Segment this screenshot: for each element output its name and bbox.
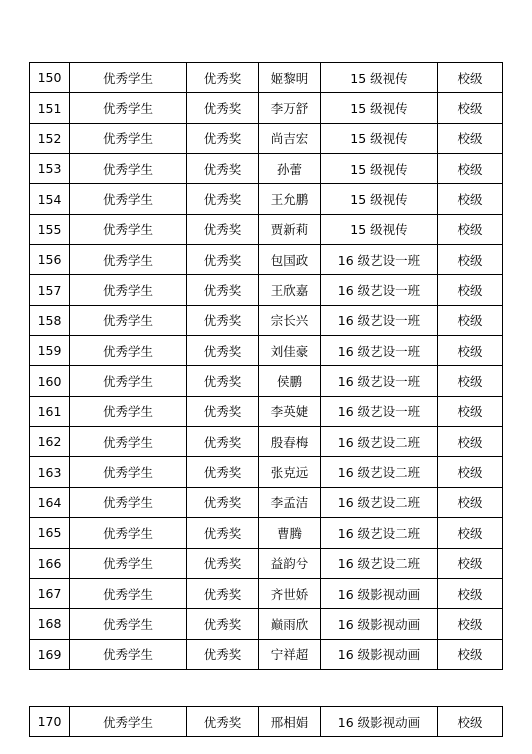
award-cell: 优秀奖 bbox=[187, 63, 259, 93]
award-cell: 优秀奖 bbox=[187, 154, 259, 184]
class-cell: 15 级视传 bbox=[321, 63, 438, 93]
class-cell: 16 级影视动画 bbox=[321, 609, 438, 639]
class-cell: 16 级艺设二班 bbox=[321, 548, 438, 578]
class-cell: 16 级艺设一班 bbox=[321, 366, 438, 396]
class-cell: 16 级艺设一班 bbox=[321, 336, 438, 366]
student-name-cell: 殷春梅 bbox=[259, 427, 321, 457]
level-cell: 校级 bbox=[438, 245, 503, 275]
class-cell: 16 级艺设一班 bbox=[321, 396, 438, 426]
category-cell: 优秀学生 bbox=[70, 518, 187, 548]
award-cell: 优秀奖 bbox=[187, 707, 259, 737]
table-row bbox=[30, 214, 503, 244]
table-row bbox=[30, 609, 503, 639]
student-name-cell: 尚吉宏 bbox=[259, 123, 321, 153]
category-cell: 优秀学生 bbox=[70, 427, 187, 457]
award-cell: 优秀奖 bbox=[187, 184, 259, 214]
class-cell: 15 级视传 bbox=[321, 184, 438, 214]
student-name-cell: 李英婕 bbox=[259, 396, 321, 426]
level-cell: 校级 bbox=[438, 707, 503, 737]
level-cell: 校级 bbox=[438, 366, 503, 396]
table-row bbox=[30, 245, 503, 275]
student-name-cell: 包国政 bbox=[259, 245, 321, 275]
table-row bbox=[30, 93, 503, 123]
category-cell: 优秀学生 bbox=[70, 578, 187, 608]
class-cell: 15 级视传 bbox=[321, 214, 438, 244]
category-cell: 优秀学生 bbox=[70, 123, 187, 153]
level-cell: 校级 bbox=[438, 518, 503, 548]
category-cell: 优秀学生 bbox=[70, 336, 187, 366]
level-cell: 校级 bbox=[438, 305, 503, 335]
row-number-cell: 158 bbox=[30, 305, 70, 335]
category-cell: 优秀学生 bbox=[70, 609, 187, 639]
table-row bbox=[30, 457, 503, 487]
category-cell: 优秀学生 bbox=[70, 548, 187, 578]
student-name-cell: 刘佳豪 bbox=[259, 336, 321, 366]
table-row bbox=[30, 305, 503, 335]
row-number-cell: 167 bbox=[30, 578, 70, 608]
student-name-cell: 孙蕾 bbox=[259, 154, 321, 184]
award-cell: 优秀奖 bbox=[187, 123, 259, 153]
class-cell: 16 级艺设一班 bbox=[321, 305, 438, 335]
award-cell: 优秀奖 bbox=[187, 578, 259, 608]
award-cell: 优秀奖 bbox=[187, 245, 259, 275]
level-cell: 校级 bbox=[438, 639, 503, 669]
category-cell: 优秀学生 bbox=[70, 707, 187, 737]
award-cell: 优秀奖 bbox=[187, 639, 259, 669]
table-row bbox=[30, 63, 503, 93]
class-cell: 16 级艺设二班 bbox=[321, 518, 438, 548]
award-cell: 优秀奖 bbox=[187, 93, 259, 123]
award-table-continuation-body bbox=[30, 707, 503, 737]
level-cell: 校级 bbox=[438, 184, 503, 214]
row-number-cell: 154 bbox=[30, 184, 70, 214]
table-row bbox=[30, 184, 503, 214]
row-number-cell: 150 bbox=[30, 63, 70, 93]
student-name-cell: 宁祥超 bbox=[259, 639, 321, 669]
table-row bbox=[30, 336, 503, 366]
row-number-cell: 170 bbox=[30, 707, 70, 737]
category-cell: 优秀学生 bbox=[70, 214, 187, 244]
level-cell: 校级 bbox=[438, 275, 503, 305]
category-cell: 优秀学生 bbox=[70, 154, 187, 184]
row-number-cell: 164 bbox=[30, 487, 70, 517]
level-cell: 校级 bbox=[438, 396, 503, 426]
student-name-cell: 张克远 bbox=[259, 457, 321, 487]
row-number-cell: 157 bbox=[30, 275, 70, 305]
table-row bbox=[30, 548, 503, 578]
table-row bbox=[30, 396, 503, 426]
row-number-cell: 162 bbox=[30, 427, 70, 457]
level-cell: 校级 bbox=[438, 457, 503, 487]
student-name-cell: 王允鹏 bbox=[259, 184, 321, 214]
award-cell: 优秀奖 bbox=[187, 427, 259, 457]
student-name-cell: 曹腾 bbox=[259, 518, 321, 548]
category-cell: 优秀学生 bbox=[70, 487, 187, 517]
category-cell: 优秀学生 bbox=[70, 457, 187, 487]
level-cell: 校级 bbox=[438, 63, 503, 93]
class-cell: 16 级艺设一班 bbox=[321, 245, 438, 275]
level-cell: 校级 bbox=[438, 609, 503, 639]
level-cell: 校级 bbox=[438, 548, 503, 578]
row-number-cell: 159 bbox=[30, 336, 70, 366]
student-name-cell: 李孟洁 bbox=[259, 487, 321, 517]
student-name-cell: 姬黎明 bbox=[259, 63, 321, 93]
student-name-cell: 李万舒 bbox=[259, 93, 321, 123]
row-number-cell: 163 bbox=[30, 457, 70, 487]
level-cell: 校级 bbox=[438, 214, 503, 244]
class-cell: 16 级影视动画 bbox=[321, 639, 438, 669]
table-row bbox=[30, 123, 503, 153]
table-row bbox=[30, 366, 503, 396]
award-cell: 优秀奖 bbox=[187, 275, 259, 305]
category-cell: 优秀学生 bbox=[70, 639, 187, 669]
category-cell: 优秀学生 bbox=[70, 275, 187, 305]
level-cell: 校级 bbox=[438, 123, 503, 153]
level-cell: 校级 bbox=[438, 336, 503, 366]
table-row bbox=[30, 275, 503, 305]
row-number-cell: 165 bbox=[30, 518, 70, 548]
student-name-cell: 巅雨欣 bbox=[259, 609, 321, 639]
student-name-cell: 王欣嘉 bbox=[259, 275, 321, 305]
class-cell: 16 级艺设一班 bbox=[321, 275, 438, 305]
table-row bbox=[30, 639, 503, 669]
award-cell: 优秀奖 bbox=[187, 609, 259, 639]
level-cell: 校级 bbox=[438, 427, 503, 457]
row-number-cell: 161 bbox=[30, 396, 70, 426]
award-table-body bbox=[30, 63, 503, 670]
class-cell: 16 级影视动画 bbox=[321, 707, 438, 737]
level-cell: 校级 bbox=[438, 487, 503, 517]
table-row bbox=[30, 427, 503, 457]
student-name-cell: 宗长兴 bbox=[259, 305, 321, 335]
category-cell: 优秀学生 bbox=[70, 93, 187, 123]
table-row bbox=[30, 154, 503, 184]
row-number-cell: 155 bbox=[30, 214, 70, 244]
category-cell: 优秀学生 bbox=[70, 63, 187, 93]
category-cell: 优秀学生 bbox=[70, 184, 187, 214]
table-row bbox=[30, 578, 503, 608]
category-cell: 优秀学生 bbox=[70, 245, 187, 275]
class-cell: 15 级视传 bbox=[321, 154, 438, 184]
student-name-cell: 齐世娇 bbox=[259, 578, 321, 608]
class-cell: 16 级艺设二班 bbox=[321, 457, 438, 487]
table-row bbox=[30, 487, 503, 517]
award-cell: 优秀奖 bbox=[187, 305, 259, 335]
row-number-cell: 151 bbox=[30, 93, 70, 123]
award-cell: 优秀奖 bbox=[187, 518, 259, 548]
student-name-cell: 益韵兮 bbox=[259, 548, 321, 578]
award-cell: 优秀奖 bbox=[187, 487, 259, 517]
row-number-cell: 160 bbox=[30, 366, 70, 396]
level-cell: 校级 bbox=[438, 154, 503, 184]
table-row bbox=[30, 518, 503, 548]
award-cell: 优秀奖 bbox=[187, 548, 259, 578]
table-row bbox=[30, 707, 503, 737]
award-cell: 优秀奖 bbox=[187, 336, 259, 366]
student-name-cell: 侯鹏 bbox=[259, 366, 321, 396]
award-table-continuation bbox=[29, 706, 503, 737]
class-cell: 16 级影视动画 bbox=[321, 578, 438, 608]
row-number-cell: 152 bbox=[30, 123, 70, 153]
student-name-cell: 邢相娟 bbox=[259, 707, 321, 737]
category-cell: 优秀学生 bbox=[70, 396, 187, 426]
level-cell: 校级 bbox=[438, 93, 503, 123]
row-number-cell: 169 bbox=[30, 639, 70, 669]
class-cell: 16 级艺设二班 bbox=[321, 427, 438, 457]
award-cell: 优秀奖 bbox=[187, 366, 259, 396]
class-cell: 15 级视传 bbox=[321, 123, 438, 153]
award-cell: 优秀奖 bbox=[187, 396, 259, 426]
class-cell: 16 级艺设二班 bbox=[321, 487, 438, 517]
level-cell: 校级 bbox=[438, 578, 503, 608]
award-table bbox=[29, 62, 503, 670]
row-number-cell: 166 bbox=[30, 548, 70, 578]
student-name-cell: 贾新莉 bbox=[259, 214, 321, 244]
row-number-cell: 153 bbox=[30, 154, 70, 184]
row-number-cell: 156 bbox=[30, 245, 70, 275]
category-cell: 优秀学生 bbox=[70, 305, 187, 335]
award-cell: 优秀奖 bbox=[187, 457, 259, 487]
award-cell: 优秀奖 bbox=[187, 214, 259, 244]
class-cell: 15 级视传 bbox=[321, 93, 438, 123]
category-cell: 优秀学生 bbox=[70, 366, 187, 396]
row-number-cell: 168 bbox=[30, 609, 70, 639]
